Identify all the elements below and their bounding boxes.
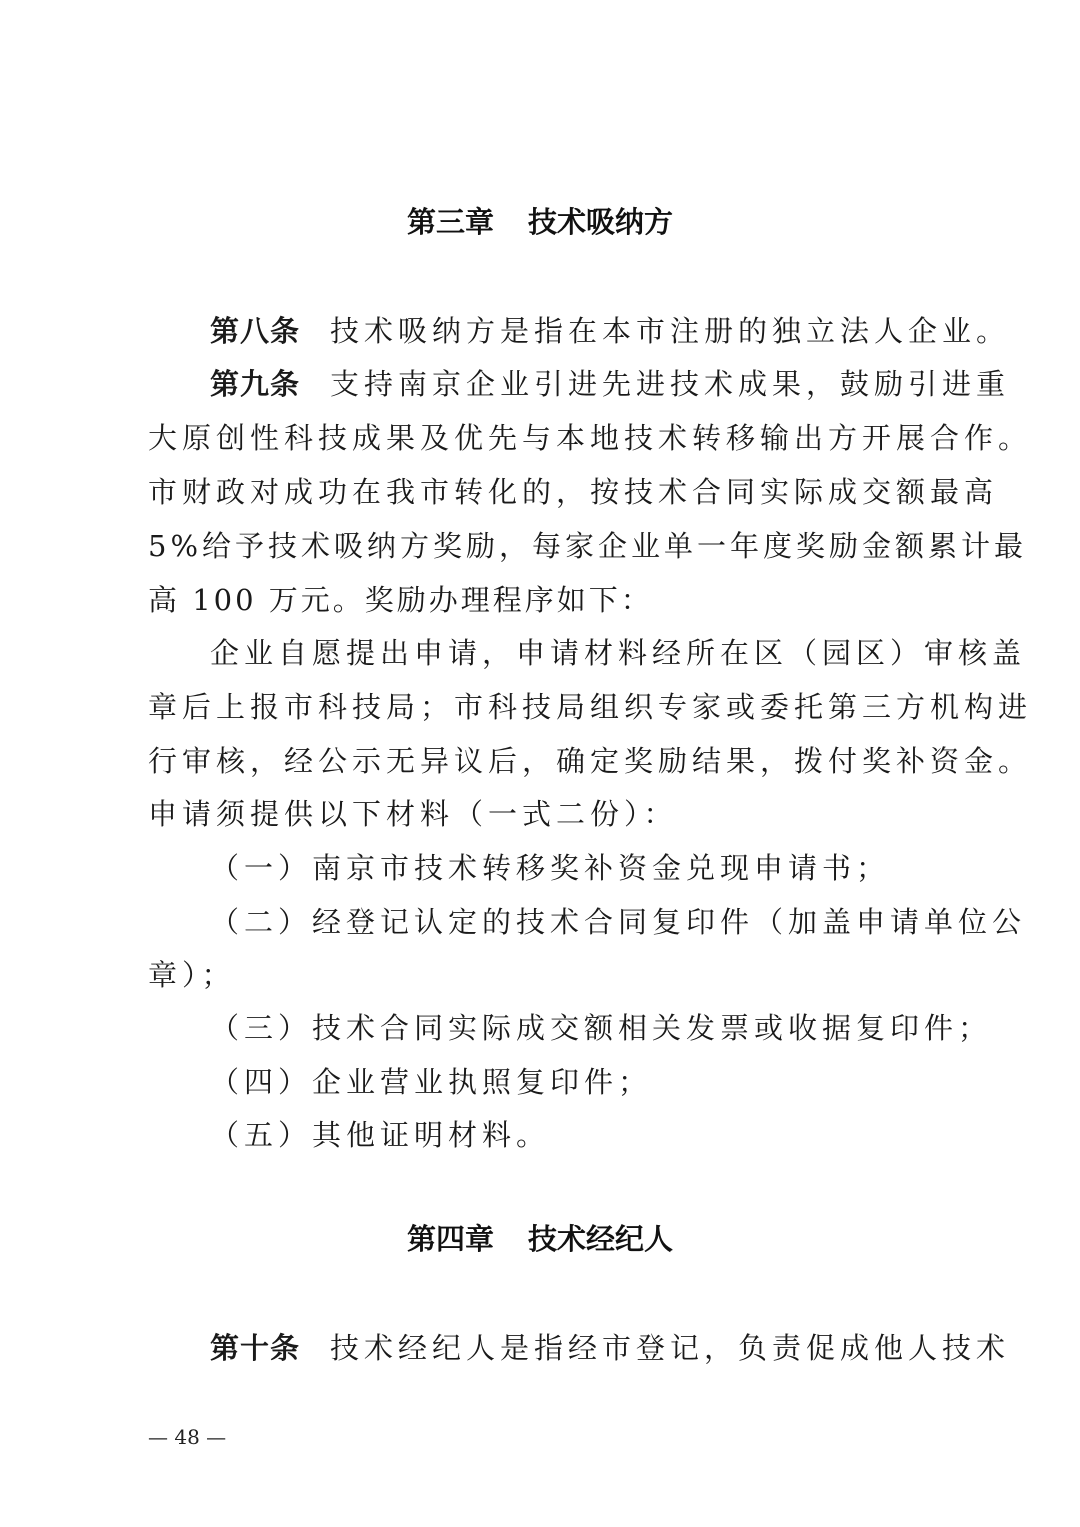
article-9-line-1: [210, 364, 1011, 404]
material-item-3: （三）技术合同实际成交额相关发票或收据复印件；: [210, 1011, 993, 1045]
material-item-1: （一）南京市技术转移奖补资金兑现申请书；: [210, 851, 891, 885]
article-10: [210, 1328, 1011, 1368]
procedure-line-2: 章后上报市科技局；市科技局组织专家或委托第三方机构进: [148, 690, 1033, 724]
article-9-line-2: 大原创性科技成果及优先与本地技术转移输出方开展合作。: [148, 421, 1033, 455]
article-8: [210, 311, 1011, 351]
procedure-line-1: 企业自愿提出申请，申请材料经所在区（园区）审核盖: [210, 636, 1027, 670]
procedure-line-3: 行审核，经公示无异议后，确定奖励结果，拨付奖补资金。: [148, 744, 1033, 778]
article-9-line-3: 市财政对成功在我市转化的，按技术合同实际成交额最高: [148, 475, 999, 509]
material-item-2-continued: 章）；: [148, 958, 236, 992]
procedure-line-4: 申请须提供以下材料（一式二份）：: [148, 797, 678, 831]
chapter-3-title: 技术吸纳方: [528, 205, 674, 239]
chapter-4-title: 技术经纪人: [528, 1222, 674, 1256]
material-item-5: （五）其他证明材料。: [210, 1118, 551, 1152]
chapter-3-number: 第三章: [406, 205, 494, 239]
chapter-4-number: 第四章: [406, 1222, 494, 1256]
chapter-4-heading: [0, 1219, 1080, 1259]
material-item-2: （二）经登记认定的技术合同复印件（加盖申请单位公: [210, 905, 1027, 939]
chapter-3-heading: [0, 202, 1080, 242]
article-9-label: 第九条: [210, 367, 301, 401]
page-number: — 48 —: [148, 1425, 227, 1449]
article-10-text: 技术经纪人是指经市登记，负责促成他人技术: [330, 1331, 1011, 1365]
article-9-line-5: 高 100 万元。奖励办理程序如下：: [148, 583, 653, 617]
article-8-text: 技术吸纳方是指在本市注册的独立法人企业。: [330, 314, 1011, 348]
article-9-text-1: 支持南京企业引进先进技术成果，鼓励引进重: [330, 367, 1011, 401]
article-8-label: 第八条: [210, 314, 301, 348]
article-10-label: 第十条: [210, 1331, 301, 1365]
material-item-4: （四）企业营业执照复印件；: [210, 1065, 653, 1099]
article-9-line-4: 5%给予技术吸纳方奖励，每家企业单一年度奖励金额累计最: [148, 529, 1028, 563]
